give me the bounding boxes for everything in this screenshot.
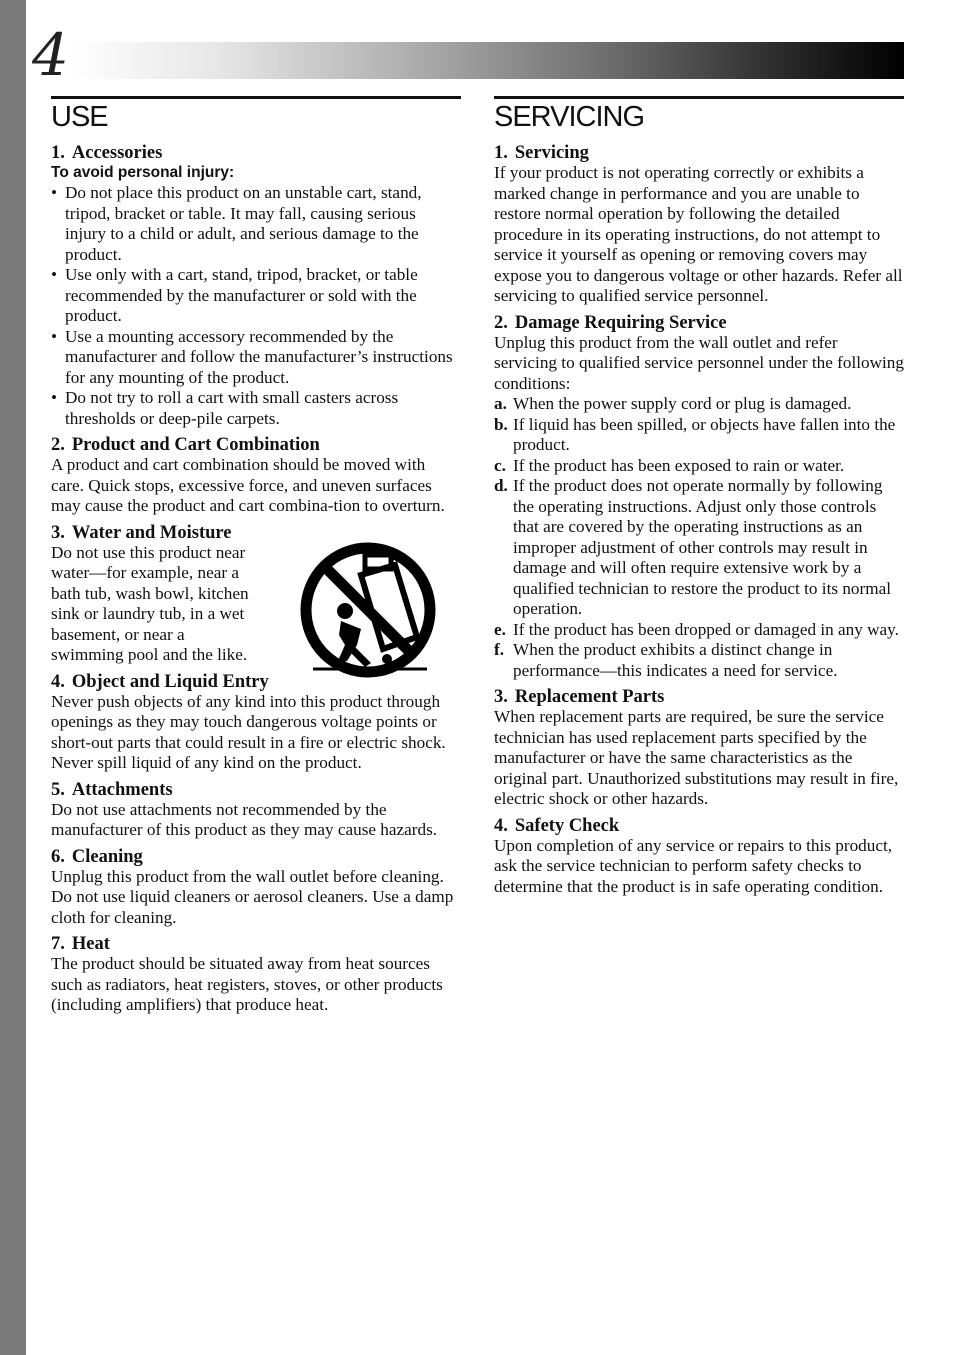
item-text: Never push objects of any kind into this product through openings as they may touch dangerous voltage points or short-out parts that could result in a fire or electric shock. Never spill liquid of any kind on the product.	[51, 691, 446, 772]
bullet-text: Do not place this product on an unstable cart, stand, tripod, bracket or table. It may fall, causing serious injury to a child or adult, and serious damage to the product.	[65, 183, 422, 264]
item-text: Unplug this product from the wall outlet and refer servicing to qualified service personnel under the following conditions:	[494, 332, 904, 393]
item-heading-text: Damage Requiring Service	[514, 312, 727, 333]
condition-letter: a.	[494, 394, 507, 413]
item-text: The product should be situated away from heat sources such as radiators, heat registers, stoves, or other products (including amplifiers) that produce heat.	[51, 954, 443, 1014]
cart-tip-warning-icon	[295, 537, 441, 683]
item-number: 2.	[51, 435, 65, 455]
item-heading-text: Replacement Parts	[514, 687, 665, 707]
item-heading	[494, 313, 904, 333]
item-text: If your product is not operating correctly or exhibits a marked change in performance and you are unable to restore normal operation by following the detailed procedure in its operating instructions, do not attempt to service it yourself as opening or removing covers may expose you to dangerous voltage or other hazards. Refer all servicing to qualified service personnel.	[494, 163, 903, 305]
item-text: Do not use attachments not recommended by the manufacturer of this product as they may cause hazards.	[51, 799, 438, 839]
item-heading-text: Servicing	[514, 143, 589, 163]
header-gradient-bar	[70, 42, 904, 79]
item-heading	[51, 143, 461, 163]
item-number: 4.	[494, 815, 508, 836]
servicing-item-replacement	[494, 687, 904, 810]
condition-item	[494, 415, 904, 456]
use-item-attachments	[51, 780, 461, 841]
item-heading-text: Attachments	[71, 779, 173, 800]
item-text: Upon completion of any service or repairs to this product, ask the service technician to perform safety checks to determine that the product is in safe operating condition.	[494, 835, 893, 896]
item-number: 4.	[51, 671, 65, 692]
item-text: Do not use this product near water—for example, near a bath tub, wash bowl, kitchen sink or laundry tub, in a wet basement, or near a swimming pool and the like.	[51, 542, 249, 664]
servicing-section	[494, 96, 904, 897]
condition-text: If liquid has been spilled, or objects have fallen into the product.	[513, 414, 896, 454]
bullet-item	[51, 327, 461, 389]
servicing-item-damage	[494, 313, 904, 682]
bullet-text: Use a mounting accessory recommended by the manufacturer and follow the manufacturer’s instructions for any mounting of the product.	[65, 326, 453, 387]
servicing-item-servicing	[494, 143, 904, 307]
item-heading-text: Safety Check	[514, 815, 620, 836]
condition-text: When the product exhibits a distinct change in performance—this indicates a need for service.	[513, 640, 838, 680]
avoid-injury-label: To avoid personal injury:	[51, 164, 235, 181]
use-item-cleaning	[51, 847, 461, 929]
item-number: 3.	[51, 522, 65, 543]
item-heading	[494, 816, 904, 836]
condition-item	[494, 394, 904, 415]
item-heading-text: Cleaning	[71, 846, 143, 867]
item-number: 7.	[51, 934, 65, 954]
item-text: A product and cart combination should be moved with care. Quick stops, excessive force, and uneven surfaces may cause the product and cart combina-tion to overturn.	[51, 455, 445, 515]
item-heading-text: Heat	[71, 934, 110, 954]
servicing-title: SERVICING	[494, 96, 904, 132]
condition-letter: c.	[494, 455, 506, 475]
bullet-item	[51, 265, 461, 327]
condition-text: If the product has been exposed to rain or water.	[513, 455, 845, 475]
item-heading	[51, 847, 461, 867]
condition-item	[494, 620, 904, 641]
bullet-dot: •	[51, 183, 58, 202]
item-heading-text: Accessories	[71, 143, 163, 163]
item-number: 2.	[494, 312, 508, 333]
condition-letter: e.	[494, 619, 506, 639]
condition-text: When the power supply cord or plug is damaged.	[513, 394, 852, 413]
use-item-object-liquid	[51, 672, 461, 774]
item-heading	[51, 435, 461, 455]
page-number: 4	[32, 21, 69, 89]
item-heading	[51, 934, 461, 954]
item-text: Unplug this product from the wall outlet before cleaning. Do not use liquid cleaners or aerosol cleaners. Use a damp cloth for cleaning.	[51, 866, 454, 927]
use-item-product-cart	[51, 435, 461, 517]
bullet-text: Use only with a cart, stand, tripod, bracket, or table recommended by the manufacturer or sold with the product.	[65, 265, 418, 325]
page-side-bar	[0, 0, 26, 1355]
item-heading-text: Product and Cart Combination	[71, 435, 320, 455]
bullet-text: Do not try to roll a cart with small casters across thresholds or deep-pile carpets.	[65, 388, 399, 428]
condition-item	[494, 456, 904, 477]
bullet-dot: •	[51, 388, 58, 407]
bullet-item	[51, 183, 461, 265]
item-heading-text: Object and Liquid Entry	[71, 671, 269, 692]
item-heading	[51, 780, 461, 800]
use-item-accessories	[51, 143, 461, 429]
condition-letter: d.	[494, 476, 508, 495]
condition-item	[494, 476, 904, 620]
use-item-heat	[51, 934, 461, 1016]
item-number: 1.	[494, 143, 508, 163]
bullet-dot: •	[51, 265, 58, 284]
bullet-item	[51, 388, 461, 429]
use-item-water-moisture	[51, 523, 461, 666]
condition-letter: f.	[494, 640, 505, 659]
item-heading	[494, 687, 904, 707]
item-number: 6.	[51, 846, 65, 867]
condition-item	[494, 640, 904, 681]
item-number: 5.	[51, 779, 65, 800]
condition-letter: b.	[494, 414, 508, 434]
item-text: When replacement parts are required, be sure the service technician has used replacement parts specified by the manufacturer or have the same characteristics as the original part. Unauthorized substitutions may result in fire, electric shock or other hazards.	[494, 707, 899, 808]
servicing-item-safety-check	[494, 816, 904, 898]
bullet-dot: •	[51, 326, 58, 346]
item-number: 1.	[51, 143, 65, 163]
condition-text: If the product has been dropped or damaged in any way.	[513, 619, 899, 639]
use-section	[51, 96, 461, 1016]
use-title: USE	[51, 96, 461, 132]
item-number: 3.	[494, 687, 508, 707]
item-heading-text: Water and Moisture	[71, 522, 232, 543]
condition-text: If the product does not operate normally by following the operating instructions. Adjust only those controls that are covered by the operating instructions as an improper adjustment of other controls may result in damage and will often require extensive work by a qualified technician to restore the product to its normal operation.	[513, 476, 892, 618]
item-heading	[494, 143, 904, 163]
